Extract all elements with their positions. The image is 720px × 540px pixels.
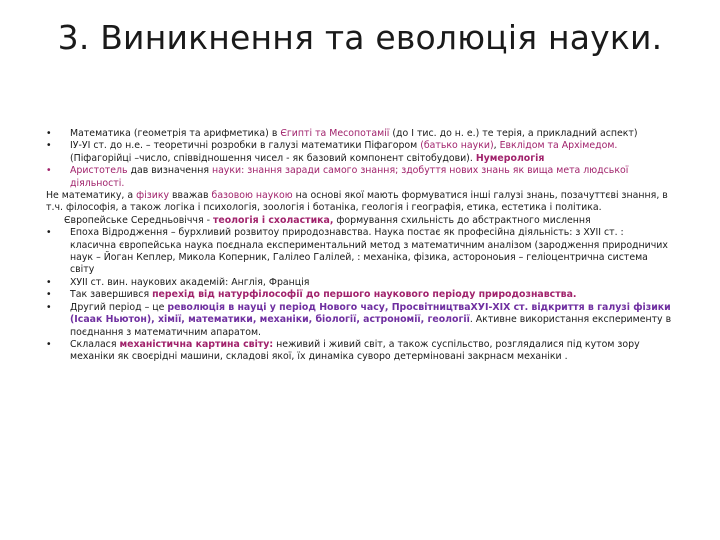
bullet-item xyxy=(46,165,672,190)
text-segment: перехід від натурфілософії до першого наукового періоду природознавства. xyxy=(152,289,577,301)
bullet-item xyxy=(46,128,672,140)
text-segment: Нумерологія xyxy=(475,152,545,164)
paragraph xyxy=(46,215,672,227)
text-segment: теологія і схоластика, xyxy=(212,214,334,226)
bullet-marker: • xyxy=(46,227,52,239)
text-segment: базовою наукою xyxy=(211,190,293,202)
text-segment: Європейське Середньовіччя - xyxy=(64,214,213,226)
text-segment: ІУ-УІ ст. до н.е. – теоретичні розробки в галузі математики Піфагором xyxy=(70,140,421,152)
text-segment: формування схильність до абстрактного мислення xyxy=(333,214,591,226)
text-segment: (Піфагорійці –число, співвідношення чисел - як базовий компонент світобудови). xyxy=(70,152,476,164)
bullet-marker: • xyxy=(46,338,52,350)
text-segment: вважав xyxy=(169,190,212,202)
text-segment: механістична картина світу: xyxy=(119,338,274,350)
bullet-item xyxy=(46,140,672,165)
text-segment: революція в науці у період Нового часу, ПросвітництваХУІ-ХІХ ст. відкриття в галузі фізики (Ісаак Ньютон), хімії, математики, механіки, біології, астрономії, геології xyxy=(70,301,671,326)
slide-title: 3. Виникнення та еволюція науки. xyxy=(57,18,663,57)
text-segment: ХУІІ ст. вин. наукових академій: Англія, Франція xyxy=(70,276,310,288)
text-segment: фізику xyxy=(136,190,170,202)
bullet-marker: • xyxy=(46,301,52,313)
bullet-marker: • xyxy=(46,165,52,177)
text-segment: , xyxy=(493,140,500,152)
text-segment: Математика (геометрія та арифметика) в xyxy=(70,128,281,139)
text-segment: Епоха Відродження – бурхливий розвитоу природознавства. Наука постає як професійна діяльність: з ХУІІ ст. : класична європейська наука поєднала експериментальний метод з математичним аналізом (зародження природничих наук – Йоган Кеплер, Микола Коперник, Галілео Галілей, : механіка, фізика, астороноьия – геліоцентрична система світу xyxy=(70,227,668,276)
bullet-marker: • xyxy=(46,140,52,152)
bullet-item xyxy=(46,227,672,277)
text-segment: (до I тис. до н. е.) те терія, а прикладний аспект) xyxy=(389,128,638,139)
text-segment: Склалася xyxy=(70,338,120,350)
text-segment: (батько науки) xyxy=(420,140,494,152)
text-segment: Єгипті та Месопотамії xyxy=(280,128,390,139)
text-segment: науки: знання заради самого знання; здобуття нових знань як вища мета людської діяльності. xyxy=(70,165,629,189)
text-segment: дав визначення xyxy=(127,165,212,177)
paragraph xyxy=(46,190,672,215)
text-segment: Так завершився xyxy=(70,289,153,301)
text-segment: неживий і живий світ, а також суспільство, розглядалися під кутом зору механіки як своєрідні машини, складові якої, їх динаміка суворо детерміновані закрнасм механіки . xyxy=(70,338,640,363)
bullet-marker: • xyxy=(46,276,52,288)
bullet-item xyxy=(46,302,672,339)
text-segment: Евклідом та Архімедом. xyxy=(499,140,618,152)
bullet-item xyxy=(46,277,672,289)
slide-body xyxy=(46,128,672,364)
text-segment: Не математику, а xyxy=(46,190,137,202)
bullet-marker: • xyxy=(46,128,52,139)
text-segment: на основі якої мають формуватися інші галузі знань, позачуттєві знання, в т.ч. філософія, а також логіка і психологія, зоологія і ботаніка, геологія і географія, етика, естетика і політика. xyxy=(46,190,668,214)
text-segment: Другий період – це xyxy=(70,301,168,313)
bullet-marker: • xyxy=(46,289,52,301)
text-segment: Аристотель xyxy=(70,165,128,177)
text-segment: . Активне використання експерименту в поєднання з математичним апаратом. xyxy=(70,314,672,338)
bullet-item xyxy=(46,339,672,364)
bullet-item xyxy=(46,289,672,301)
